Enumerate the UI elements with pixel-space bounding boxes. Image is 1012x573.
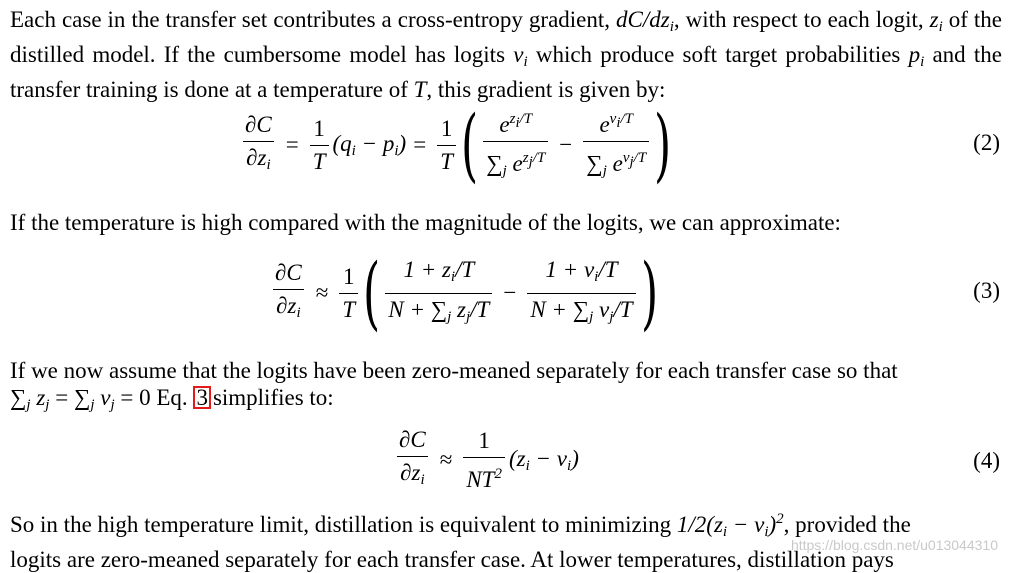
one-over-T-fraction-3: $\frac{1}{T}$ [339,263,358,324]
equation-number-3: (3) [973,278,1000,303]
softmax-v-fraction: $\frac{e^{v_i/T}}{\sum_j e^{v_j/T}}$ [583,105,649,185]
paragraph-approximation: If the temperature is high compared with the magnitude of the logits, we can approximate: [10,210,841,235]
lhs-fraction-4: $\frac{\partial C}{\partial z_i}$ [396,426,429,494]
paragraph-conclusion: So in the high temperature limit, distillation is equivalent to minimizing $1/2(z_i - v_i)^2$, provided the logits are zero-meaned separately for each transfer case. At lower temperatures, distillation pays [10,511,911,572]
softmax-z-fraction: $\frac{e^{z_i/T}}{\sum_j e^{z_j/T}}$ [483,105,548,185]
paragraph-zero-mean: If we now assume that the logits have been zero-meaned separately for each transfer case so that $\sum_j$ $z_j = \sum_j$ $v_j = 0$ Eq. 3 simplifies to: [10,358,898,413]
one-over-T-fraction-2: $\frac{1}{T}$ [437,115,456,176]
one-over-T-fraction: $\frac{1}{T}$ [310,115,329,176]
equation-4: $\frac{\partial C}{\partial z_i}$ ≈ $\frac{1}{NT^2}$ $(z_i - v_i)$ (4) [0,424,1012,496]
equation-number-2: (2) [973,130,1000,155]
lhs-fraction: $\frac{\partial C}{\partial z_i}$ [242,111,275,179]
paragraph-intro: Each case in the transfer set contributes a cross-entropy gradient, $dC/dz_i$, with respect to each logit, $z_i$ of the distilled model. If the cumbersome model has logits $v_i$ which produce soft target probabilities $p_i$ and the transfer training is done at a temperature of T, this gradient is given by: [10,7,1003,102]
lhs-fraction-3: $\frac{\partial C}{\partial z_i}$ [272,259,305,327]
watermark: https://blog.csdn.net/u013044310 [790,537,998,553]
approx-z-fraction: $\frac{1 + z_i/T}{N + \sum_j z_j/T}$ [385,256,492,331]
approx-v-fraction: $\frac{1 + v_i/T}{N + \sum_j v_j/T}$ [527,256,635,331]
equation-2: $\frac{\partial C}{\partial z_i}$ = $\frac{1}{T}$ $(q_i - p_i)$ = $\frac{1}{T}$ ( $\frac{e^{z_i/T}}{\sum_j e^{z_j/T}}$ − $\frac{e^{v_i/T}}{\sum_j e^{v_j/T}}$ ) (2) [0,100,1012,190]
equation-3: $\frac{\partial C}{\partial z_i}$ ≈ $\frac{1}{T}$ ( $\frac{1 + z_i/T}{N + \sum_j z_j/T}$ − $\frac{1 + v_i/T}{N + \sum_j v_j/T}$ ) (3) [0,248,1012,338]
equation-reference-link[interactable]: 3 [193,386,211,409]
equation-number-4: (4) [973,448,1000,473]
one-over-NT2-fraction: $\frac{1}{NT^2}$ [463,427,505,494]
